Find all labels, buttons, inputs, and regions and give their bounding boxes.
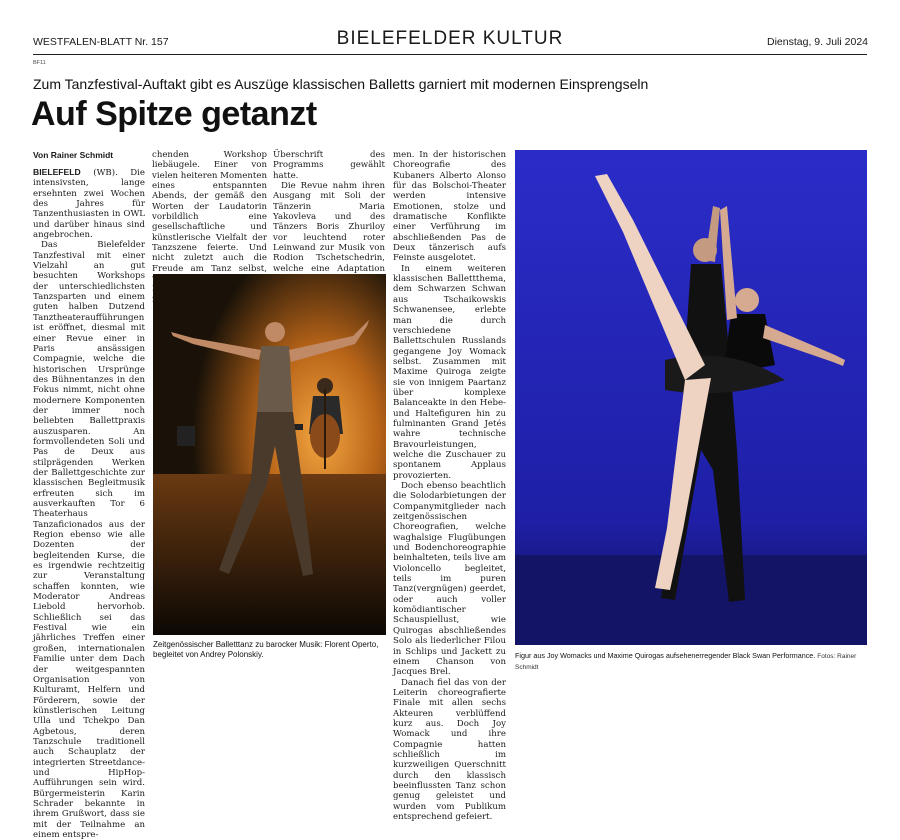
body-paragraph: Das Bielefelder Tanzfestival mit einer Vielzahl an gut besuchten Workshops der unterschiedlichsten Tanzsparten und einem guten halben Dutzend Tanztheateraufführungen ist eröffnet, diesmal mit einer Revue einer in Paris ansässigen Compagnie, welche die historischen Ursprünge des Bühnentanzes in den Fokus nimmt, nicht ohne modernere Komponenten der immer noch beliebten Ballettpraxis auszusparen. An formvollendeten Soli und Pas de Deux aus stilprägenden Werken der Ballettgeschichte zur klassischen Begleitmusik erfreuten sich im ausverkauften Tor 6 Theaterhaus Tanzaficionados aus der Region ebenso wie alle Dozenten der begleitenden Kurse, die es irgendwie rechtzeitig zur Veranstaltung schaffen konnten, wie Moderator Andreas Liebold hervorhob. Schließlich sei das Festival wie ein jährliches Treffen einer großen, internationalen Familie unter dem Dach der weitgespannten Organisation von Kulturamt, Helfern und Förderern, sowie der künstlerischen Leitung Ulla und Tchekpo Dan Agbetous, deren Tanzschule traditionell auch Schauplatz der integrierten Streetdance- und HipHop-Aufführungen sein wird. Bürgermeisterin Karin Schrader bekannte in ihrem Grußwort, dass sie mit der Teilnahme an einem entspre-	[33, 240, 145, 840]
byline: Von Rainer Schmidt	[33, 150, 114, 160]
photo-black-swan	[515, 150, 867, 645]
header-rule	[33, 54, 867, 55]
article-column-4	[393, 150, 506, 822]
photo2-caption	[515, 651, 875, 673]
page-code: BF11	[33, 60, 46, 66]
body-paragraph: Doch ebenso beachtlich die Solodarbietungen der Companymitglieder nach zeitgenössischen Choreografien, welche waghalsige Flugübungen und Bodenchoreographie beinhalteten, teils live am Violoncello begleitet, teils im puren Tanz(vergnügen) geerdet, oder auch voller komödiantischer Schauspiellust, wie Quirogas abschließendes Solo als liederlicher Filou in Schlips und Jackett zu einem Chanson von Jacques Brel.	[393, 481, 506, 678]
section-title: BIELEFELDER KULTUR	[336, 28, 564, 49]
body-paragraph: In einem weiteren klassischen Ballettthema, dem Schwarzen Schwan aus Tschaikowskis Schwanensee, erlebte man die durch verschiedene Ballettschulen Russlands gegangene Joy Womack selbst. Zusammen mit Maxime Quiroga zeigte sie von innigem Paartanz über komplexe Balanceakte in den Hebe- und Haltefiguren hin zu fulminanten Grand Jetés wahre technische Bravourleistungen, welche die Zuschauer zu spontanem Applaus provozierten.	[393, 263, 506, 481]
stage-photo	[515, 150, 867, 645]
photo2-caption-text: Figur aus Joy Womacks und Maxime Quirogas aufsehenerregender Black Swan Performance.	[515, 651, 816, 660]
speaker-box	[177, 426, 195, 446]
photo1-caption: Zeitgenössischer Balletttanz zu barocker Musik: Florent Operto, begleitet von Andrey Polonskiy.	[153, 640, 379, 659]
newspaper-issue: WESTFALEN-BLATT Nr. 157	[33, 36, 169, 48]
article-column-3	[273, 150, 385, 275]
headline: Auf Spitze getanzt	[31, 95, 317, 133]
body-paragraph: Danach fiel das von der Leiterin choreografierte Finale mit allen sechs Akteuren verblüffend kurz aus. Doch Joy Womack und ihre Compagnie hatten schließlich im kurzweiligen Querschnitt durch den klassisch beeinflussten Tanz schon genug geleistet und wurden vom Publikum entsprechend gefeiert.	[393, 677, 506, 822]
article-column-2	[152, 150, 267, 275]
body-paragraph: Überschrift des Programms gewählt hatte.	[273, 150, 385, 181]
kicker: Zum Tanzfestival-Auftakt gibt es Auszüge klassischen Balletts garniert mit modernen Einsprengseln	[33, 76, 649, 92]
body-paragraph: chenden Workshop liebäugele. Einer von vielen heiteren Momenten eines entspannten Abends, der gemäß den Worten der Laudatorin vorbildlich eine gesellschaftliche und künstlerische Vielfalt der Tanzszene feierte. Und nicht zuletzt auch die Freude am Tanz selbst,	[152, 150, 267, 274]
photo-credit: Fotos: Rainer Schmidt	[515, 653, 857, 671]
issue-date: Dienstag, 9. Juli 2024	[767, 36, 868, 48]
dateline: BIELEFELD	[33, 167, 81, 177]
photo-dancer-cellist	[153, 274, 386, 635]
article-column-1	[33, 167, 145, 840]
body-paragraph: men. In der historischen Choreografie des Kubaners Alberto Alonso für das Bolschoi-Theater werden intensive Emotionen, stolze und dramatische Konflikte einer Verführung im abschließenden Pas de Deux tänzerisch aufs Feinste ausgelotet.	[393, 150, 506, 264]
lead-text: (WB). Die intensivsten, lange ersehnten zwei Wochen des Jahres für Tanzenthusiasten in OWL und darüber hinaus sind angebrochen.	[33, 168, 145, 241]
stage-photo	[153, 274, 386, 635]
body-paragraph: Die Revue nahm ihren Ausgang mit Soli der Tänzerin Maria Yakovleva und des Tänzers Boris Zhuriloy vor leuchtend roter Leinwand zur Musik von Rodion Tschetschedrin, welche eine Adaptation	[273, 181, 385, 274]
lead-paragraph	[33, 167, 145, 240]
